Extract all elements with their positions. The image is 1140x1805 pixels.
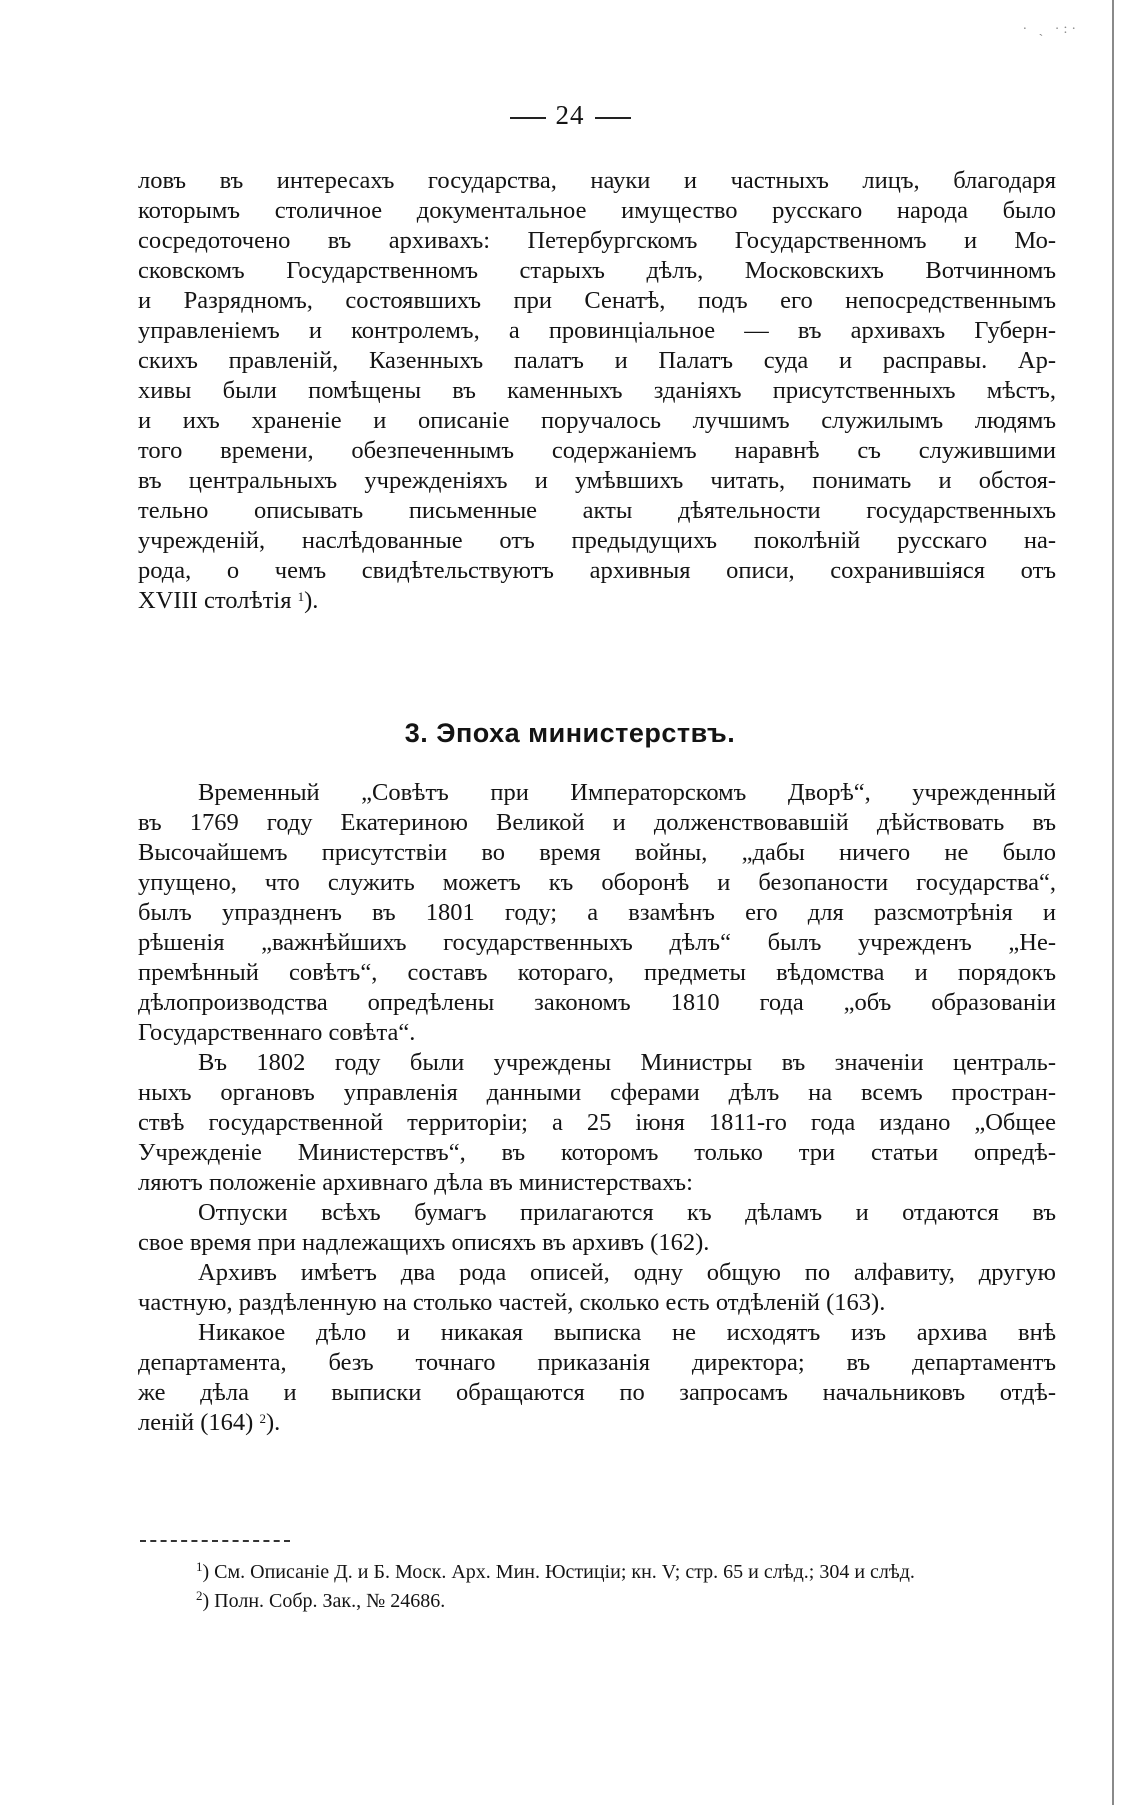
text-line: ловъ въ интересахъ государства, науки и частныхъ лицъ, благодаря <box>138 167 1056 194</box>
intro-paragraph <box>138 166 1056 616</box>
text-line: Никакое дѣло и никакая выписка не исходятъ изъ архива внѣ <box>198 1319 1056 1346</box>
text-line: Въ 1802 году были учреждены Министры въ значеніи централь- <box>198 1049 1056 1076</box>
text-line: скихъ правленій, Казенныхъ палатъ и Палатъ суда и расправы. Ар- <box>138 347 1056 374</box>
section-heading: 3. Эпоха министерствъ. <box>404 718 736 748</box>
text-line: рѣшенія „важнѣйшихъ государственныхъ дѣлъ“ былъ учрежденъ „Не- <box>138 929 1056 956</box>
text-line: былъ упраздненъ въ 1801 году; а взамѣнъ его для разсмотрѣнія и <box>138 899 1056 926</box>
page-number-dash-right <box>595 117 631 119</box>
text-line-last <box>138 1408 1056 1438</box>
footnote-2 <box>196 1587 1056 1616</box>
text-line: Временный „Совѣтъ при Императорскомъ Дворѣ“, учрежденный <box>198 779 1056 806</box>
text-line: XVIII столѣтія <box>138 587 292 614</box>
text-line: въ центральныхъ учрежденіяхъ и умѣвшихъ читать, понимать и обстоя- <box>138 467 1056 494</box>
text-line-end: ). <box>265 1409 281 1436</box>
text-line-end: ). <box>304 587 319 614</box>
footnote-mark: 2 <box>196 1588 203 1603</box>
text-line: и ихъ храненіе и описаніе поручалось лучшимъ служилымъ людямъ <box>138 407 1056 434</box>
text-line: того времени, обезпеченнымъ содержаніемъ наравнѣ съ служившими <box>138 437 1056 464</box>
page-number-value: 24 <box>555 100 585 130</box>
footnotes <box>196 1558 1056 1616</box>
text-line: же дѣла и выписки обращаются по запросамъ начальниковъ отдѣ- <box>138 1379 1056 1406</box>
text-line: департамента, безъ точнаго приказанія директора; въ департаментъ <box>138 1349 1056 1376</box>
text-line: управленіемъ и контролемъ, а провинціальное — въ архивахъ Губерн- <box>138 317 1056 344</box>
paragraph-2 <box>138 1048 1056 1198</box>
section-body <box>138 778 1056 1438</box>
text-line: Высочайшемъ присутствіи во время войны, „дабы ничего не было <box>138 839 1056 866</box>
page-edge-line <box>1112 0 1114 1805</box>
footnote-text: ) См. Описаніе Д. и Б. Моск. Арх. Мин. Юстиціи; кн. V; стр. 65 и слѣд.; 304 и слѣд. <box>202 1561 915 1583</box>
paragraph-1 <box>138 778 1056 1048</box>
footnote-separator <box>140 1540 290 1542</box>
text-line: въ 1769 году Екатериною Великой и долженствовавшій дѣйствовать въ <box>138 809 1056 836</box>
text-line: ныхъ органовъ управленія данными сферами дѣлъ на всемъ простран- <box>138 1079 1056 1106</box>
text-line: Отпуски всѣхъ бумагъ прилагаются къ дѣламъ и отдаются въ <box>198 1199 1056 1226</box>
paragraph-4 <box>138 1258 1056 1318</box>
paragraph-5 <box>138 1318 1056 1438</box>
footnote-ref-2[interactable]: 2 <box>259 1411 266 1426</box>
text-line: свое время при надлежащихъ описяхъ въ архивъ (162). <box>138 1229 710 1256</box>
footnote-ref-1[interactable]: 1 <box>297 589 305 604</box>
text-line: премѣнный совѣтъ“, составъ котораго, предметы вѣдомства и порядокъ <box>138 959 1056 986</box>
text-line: Архивъ имѣетъ два рода описей, одну общую по алфавиту, другую <box>198 1259 1056 1286</box>
text-line: и Разрядномъ, состоявшихъ при Сенатѣ, подъ его непосредственнымъ <box>138 287 1056 314</box>
text-line: тельно описывать письменные акты дѣятельности государственныхъ <box>138 497 1056 524</box>
page-number <box>0 100 1140 131</box>
text-line: частную, раздѣленную на столько частей, сколько есть отдѣленій (163). <box>138 1289 886 1316</box>
text-line: рода, о чемъ свидѣтельствуютъ архивныя описи, сохранившіяся отъ <box>138 557 1056 584</box>
text-line: дѣлопроизводства опредѣлены закономъ 1810 года „объ образованіи <box>138 989 1056 1016</box>
text-line: сковскомъ Государственномъ старыхъ дѣлъ, Московскихъ Вотчинномъ <box>138 257 1056 284</box>
text-line: ляютъ положеніе архивнаго дѣла въ министерствахъ: <box>138 1169 693 1196</box>
scan-specks: · ˏ ·:· <box>1022 22 1080 37</box>
text-line: которымъ столичное документальное имущество русскаго народа было <box>138 197 1056 224</box>
text-line: учрежденій, наслѣдованные отъ предыдущихъ поколѣній русскаго на- <box>138 527 1056 554</box>
page-number-dash-left <box>510 117 546 119</box>
text-line: упущено, что служить можетъ къ оборонѣ и безопаности государства“, <box>138 869 1056 896</box>
text-line: леній (164) <box>138 1409 254 1436</box>
text-line-last <box>138 586 1056 616</box>
text-line: Учрежденіе Министерствъ“, въ которомъ только три статьи опредѣ- <box>138 1139 1056 1166</box>
text-line: ствѣ государственной территоріи; а 25 іюня 1811-го года издано „Общее <box>138 1109 1056 1136</box>
footnote-1 <box>196 1558 1056 1587</box>
text-line: Государственнаго совѣта“. <box>138 1019 416 1046</box>
text-line: хивы были помѣщены въ каменныхъ зданіяхъ присутственныхъ мѣстъ, <box>138 377 1056 404</box>
text-line: сосредоточено въ архивахъ: Петербургскомъ Государственномъ и Мо- <box>138 227 1056 254</box>
footnote-text: ) Полн. Собр. Зак., № 24686. <box>202 1590 446 1612</box>
footnote-mark: 1 <box>196 1559 203 1574</box>
paragraph-3 <box>138 1198 1056 1258</box>
